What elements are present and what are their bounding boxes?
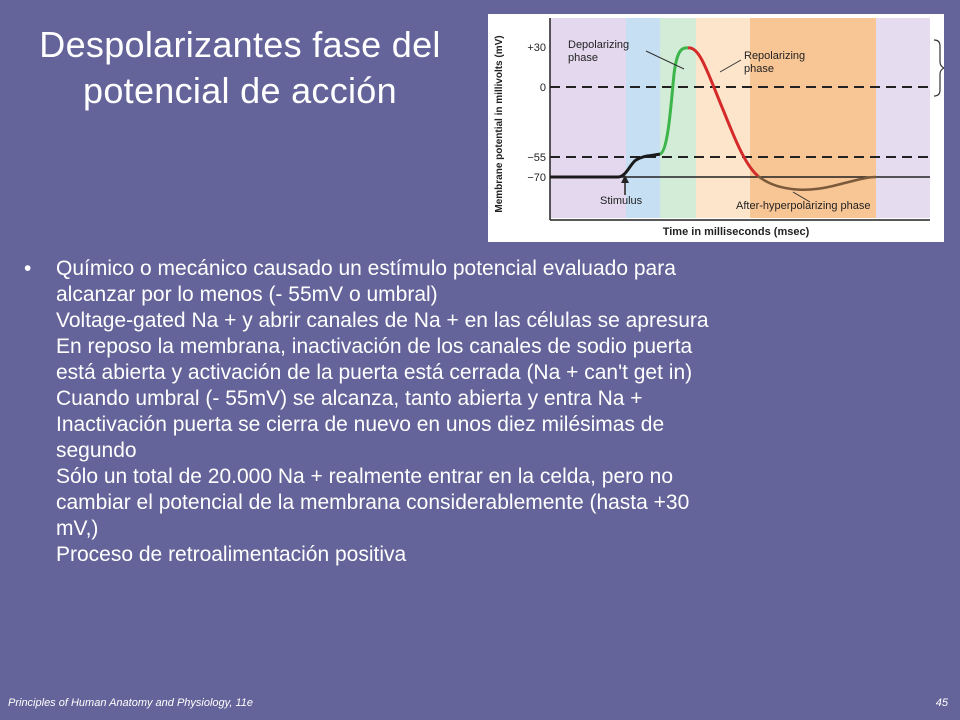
- label-stimulus: Stimulus: [600, 195, 643, 207]
- tick-zero: 0: [539, 82, 546, 94]
- body-line: Inactivación puerta se cierra de nuevo en unos diez milésimas de: [56, 413, 665, 436]
- body-line: Voltage-gated Na + y abrir canales de Na + en las células se apresura: [56, 309, 709, 332]
- band-stimulus: [626, 18, 660, 218]
- tick-minus70: −70: [527, 172, 546, 184]
- body-line: Cuando umbral (- 55mV) se alcanza, tanto abierta y entra Na +: [56, 387, 643, 410]
- body-line: mV,): [56, 517, 99, 540]
- bullet-list: [24, 256, 924, 568]
- bullet-item: [24, 256, 924, 568]
- bullet-text: [56, 256, 924, 568]
- body-line: Proceso de retroalimentación positiva: [56, 543, 407, 566]
- footer-source: Principles of Human Anatomy and Physiology, 11e: [8, 697, 253, 709]
- band-repolarizing: [696, 18, 750, 218]
- slide-title-line-1: Despolarizantes fase del: [39, 24, 441, 65]
- y-axis-label: Membrane potential in millivolts (mV): [494, 35, 505, 213]
- label-after-hyperpolarizing: After-hyperpolarizing phase: [736, 200, 871, 212]
- band-after-hyperpolarizing: [750, 18, 876, 218]
- page-number: 45: [935, 697, 948, 709]
- body-line: segundo: [56, 439, 137, 462]
- label-repolarizing-1: Repolarizing: [744, 50, 806, 62]
- action-potential-graph: [488, 14, 944, 242]
- action-potential-figure: [488, 14, 944, 242]
- bullet-marker: •: [24, 257, 32, 280]
- body-line: cambiar el potencial de la membrana considerablemente (hasta +30: [56, 491, 690, 514]
- body-line: En reposo la membrana, inactivación de los canales de sodio puerta: [56, 335, 693, 358]
- tick-minus55: −55: [527, 152, 546, 164]
- tick-plus30: +30: [527, 42, 546, 54]
- slide-title: [20, 22, 460, 114]
- body-line: Sólo un total de 20.000 Na + realmente entrar en la celda, pero no: [56, 465, 673, 488]
- label-depolarizing-1: Depolarizing: [568, 39, 630, 51]
- body-line: alcanzar por lo menos (- 55mV o umbral): [56, 283, 438, 306]
- x-axis-label: Time in milliseconds (msec): [662, 226, 810, 238]
- brace-mark: [934, 40, 944, 96]
- band-recovery: [876, 18, 930, 218]
- slide-title-line-2: potencial de acción: [83, 70, 397, 111]
- label-repolarizing-2: phase: [744, 63, 774, 75]
- body-line: Químico o mecánico causado un estímulo potencial evaluado para: [56, 257, 676, 280]
- body-line: está abierta y activación de la puerta está cerrada (Na + can't get in): [56, 361, 693, 384]
- label-depolarizing-2: phase: [568, 52, 598, 64]
